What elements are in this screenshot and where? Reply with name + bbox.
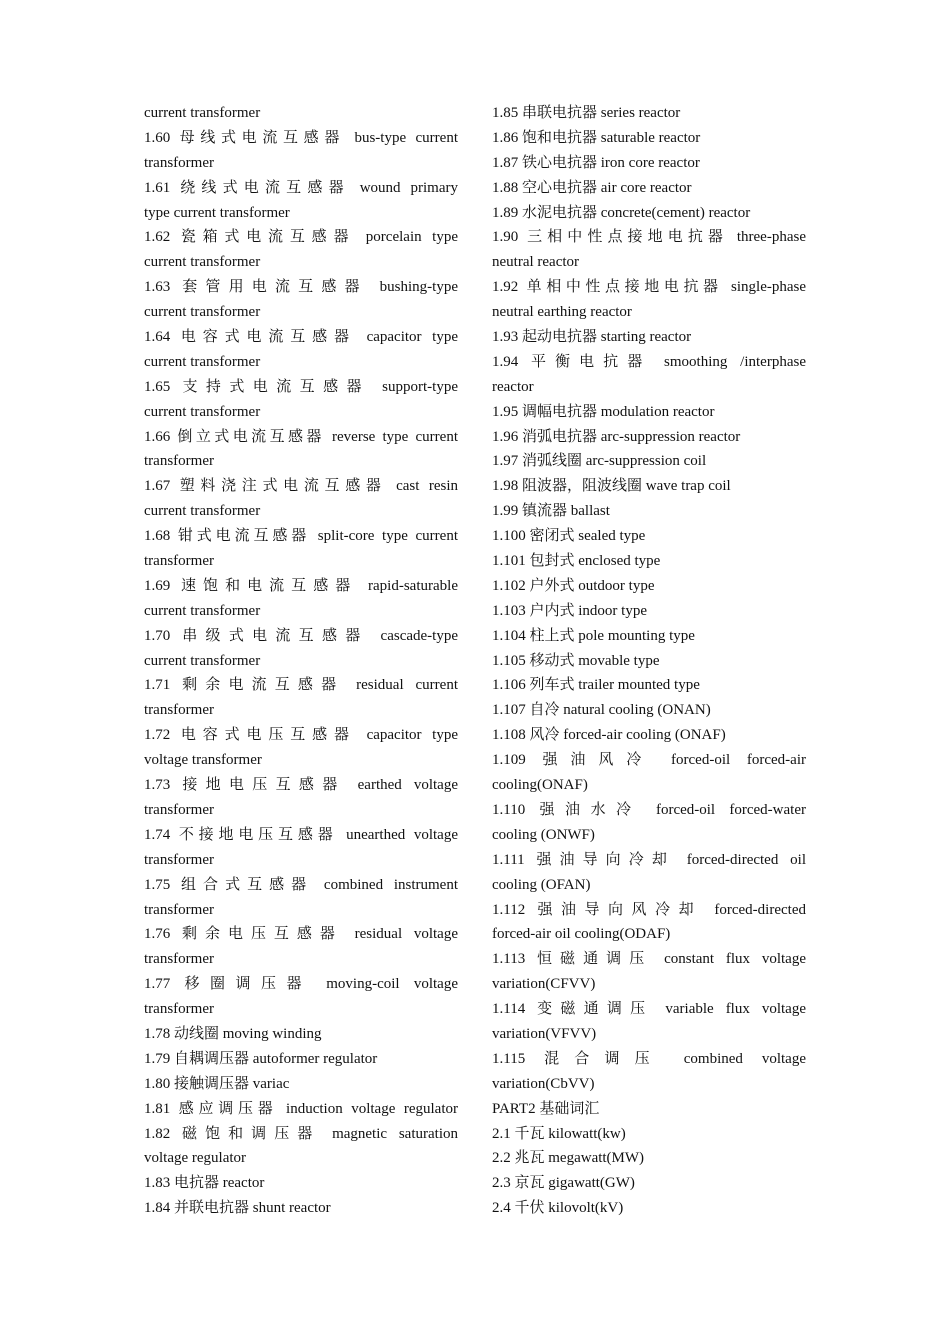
text-line: 1.62 瓷箱式电流互感器 porcelain type	[144, 229, 458, 246]
text-line: transformer	[144, 851, 214, 868]
text-line: current transformer	[144, 304, 261, 321]
left-text-column	[144, 101, 458, 1221]
text-line: 1.82 磁饱和调压器 magnetic saturation	[144, 1125, 458, 1142]
text-line: 1.92 单相中性点接地电抗器 single-phase	[492, 279, 806, 296]
text-line: 2.1 千瓦 kilowatt(kw)	[492, 1125, 626, 1142]
text-line: 1.104 柱上式 pole mounting type	[492, 627, 695, 644]
text-line: transformer	[144, 801, 214, 818]
text-line: 2.4 千伏 kilovolt(kV)	[492, 1200, 624, 1217]
text-line: voltage transformer	[144, 752, 262, 769]
text-line: 2.3 京瓦 gigawatt(GW)	[492, 1175, 635, 1192]
text-line: neutral earthing reactor	[492, 304, 632, 321]
text-line: 1.90 三相中性点接地电抗器 three-phase	[492, 229, 806, 246]
text-line: 1.75 组合式互感器 combined instrument	[144, 876, 458, 893]
text-line: 1.78 动线圈 moving winding	[144, 1025, 322, 1042]
text-line: 2.2 兆瓦 megawatt(MW)	[492, 1150, 645, 1167]
text-line: 1.87 铁心电抗器 iron core reactor	[492, 154, 700, 171]
text-line: 1.77 移圈调压器 moving-coil voltage	[144, 976, 458, 993]
text-line: current transformer	[144, 503, 261, 520]
text-line: 1.67 塑料浇注式电流互感器 cast resin	[144, 478, 458, 495]
text-line: 1.93 起动电抗器 starting reactor	[492, 329, 692, 346]
text-line: transformer	[144, 453, 214, 470]
text-line: 1.72 电容式电压互感器 capacitor type	[144, 727, 458, 744]
text-line: type current transformer	[144, 204, 290, 221]
text-line: 1.96 消弧电抗器 arc-suppression reactor	[492, 428, 741, 445]
text-line: 1.65 支持式电流互感器 support-type	[144, 378, 458, 395]
text-line: cooling (ONWF)	[492, 826, 595, 843]
text-line: 1.111 强油导向冷却 forced-directed oil	[492, 851, 806, 868]
text-line: 1.88 空心电抗器 air core reactor	[492, 179, 692, 196]
text-line: 1.100 密闭式 sealed type	[492, 528, 646, 545]
text-line: transformer	[144, 1001, 214, 1018]
text-line: current transformer	[144, 602, 261, 619]
text-line: 1.61 绕线式电流互感器 wound primary	[144, 179, 458, 196]
text-line: 1.110 强油水冷 forced-oil forced-water	[492, 801, 806, 818]
text-line: 1.74 不接地电压互感器 unearthed voltage	[144, 826, 458, 843]
text-line: 1.101 包封式 enclosed type	[492, 553, 661, 570]
text-line: 1.107 自冷 natural cooling (ONAN)	[492, 702, 711, 719]
text-line: 1.102 户外式 outdoor type	[492, 577, 655, 594]
text-line: 1.105 移动式 movable type	[492, 652, 660, 669]
text-line: 1.95 调幅电抗器 modulation reactor	[492, 403, 715, 420]
text-line: current transformer	[144, 403, 261, 420]
text-line: 1.70 串级式电流互感器 cascade-type	[144, 627, 458, 644]
text-line: neutral reactor	[492, 254, 580, 271]
text-line: 1.83 电抗器 reactor	[144, 1175, 265, 1192]
text-line: 1.76 剩余电压互感器 residual voltage	[144, 926, 458, 943]
text-line: PART2 基础词汇	[492, 1100, 600, 1117]
text-line: 1.114 变磁通调压 variable flux voltage	[492, 1001, 806, 1018]
text-line: 1.112 强油导向风冷却 forced-directed	[492, 901, 806, 918]
text-line: 1.73 接地电压互感器 earthed voltage	[144, 777, 458, 794]
text-line: 1.60 母线式电流互感器 bus-type current	[144, 129, 458, 146]
text-line: 1.94 平衡电抗器 smoothing /interphase	[492, 353, 806, 370]
text-line: variation(VFVV)	[492, 1025, 597, 1042]
text-line: current transformer	[144, 105, 261, 121]
text-line: transformer	[144, 951, 214, 968]
text-line: forced-air oil cooling(ODAF)	[492, 926, 671, 943]
text-line: transformer	[144, 553, 214, 570]
text-line: 1.103 户内式 indoor type	[492, 602, 647, 619]
text-line: cooling (OFAN)	[492, 876, 591, 893]
text-line: 1.84 并联电抗器 shunt reactor	[144, 1200, 331, 1217]
text-line: 1.79 自耦调压器 autoformer regulator	[144, 1050, 378, 1067]
text-line: 1.98 阻波器，阻波线圈 wave trap coil	[492, 478, 731, 495]
text-line: current transformer	[144, 254, 261, 271]
text-line: cooling(ONAF)	[492, 777, 588, 794]
text-line: current transformer	[144, 353, 261, 370]
text-line: variation(CFVV)	[492, 976, 596, 993]
text-line: 1.71 剩余电流互感器 residual current	[144, 677, 458, 694]
text-line: 1.89 水泥电抗器 concrete(cement) reactor	[492, 204, 751, 221]
text-line: transformer	[144, 901, 214, 918]
text-line: 1.115 混合调压 combined voltage	[492, 1050, 806, 1067]
right-text-column	[492, 101, 806, 1221]
text-line: 1.86 饱和电抗器 saturable reactor	[492, 129, 701, 146]
text-line: 1.97 消弧线圈 arc-suppression coil	[492, 453, 707, 470]
text-line: voltage regulator	[144, 1150, 247, 1167]
text-line: variation(CbVV)	[492, 1075, 595, 1092]
text-line: 1.106 列车式 trailer mounted type	[492, 677, 700, 694]
text-line: 1.80 接触调压器 variac	[144, 1075, 290, 1092]
text-line: 1.81 感应调压器 induction voltage regulator	[144, 1100, 458, 1117]
text-line: 1.63 套管用电流互感器 bushing-type	[144, 279, 458, 296]
text-line: 1.108 风冷 forced-air cooling (ONAF)	[492, 727, 726, 744]
text-line: 1.68 钳式电流互感器 split-core type current	[144, 528, 458, 545]
text-line: 1.69 速饱和电流互感器 rapid-saturable	[144, 577, 458, 594]
text-line: 1.99 镇流器 ballast	[492, 503, 610, 520]
text-line: 1.109 强油风冷 forced-oil forced-air	[492, 752, 806, 769]
text-line: reactor	[492, 378, 534, 395]
text-line: transformer	[144, 154, 214, 171]
text-line: current transformer	[144, 652, 261, 669]
text-line: 1.66 倒立式电流互感器 reverse type current	[144, 428, 458, 445]
text-line: transformer	[144, 702, 214, 719]
text-line: 1.64 电容式电流互感器 capacitor type	[144, 329, 458, 346]
text-line: 1.85 串联电抗器 series reactor	[492, 105, 681, 121]
text-line: 1.113 恒磁通调压 constant flux voltage	[492, 951, 806, 968]
